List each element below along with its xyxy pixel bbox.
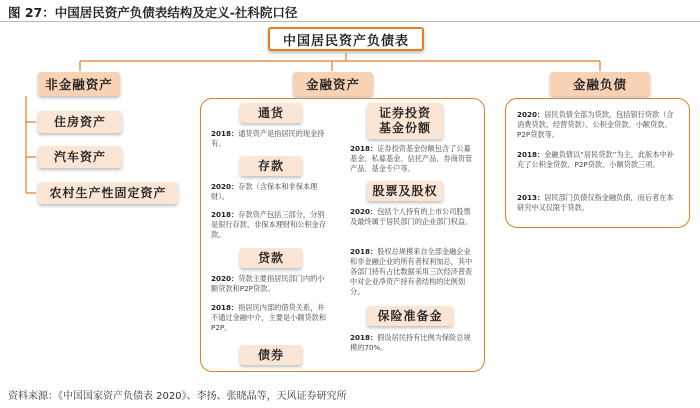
- securities-funds-note-2018: 2018：证券投资基金份额包含了公募基金、私募基金、信托产品、券商资管产品、基金专户等。: [350, 144, 473, 173]
- vehicle-assets-node: 汽车资产: [38, 146, 122, 168]
- liabilities-note-2013: 2013：居民部门负债仅指金融负债，而后者在本研究中又仅限于贷款。: [517, 193, 674, 212]
- liabilities-note-2018: 2018：金融负债以“居民贷款”为主，此版本中补充了公积金贷款、P2P贷款、小额贷款三项。: [517, 150, 674, 169]
- deposits-note-2020: 2020：存款（含保本和非保本理财）。: [211, 182, 318, 201]
- title-divider: [0, 21, 700, 22]
- stocks-equity-node: 股票及股权: [367, 181, 443, 201]
- currency-node: 通货: [240, 103, 302, 123]
- housing-assets-node: 住房资产: [38, 111, 122, 133]
- securities-funds-label-line1: 证券投资: [378, 106, 431, 120]
- loans-node: 贷款: [240, 248, 302, 268]
- financial-assets-node: 金融资产: [293, 72, 373, 96]
- insurance-reserves-note-2018: 2018：假设居民持有比例为保险总规模的70%。: [350, 333, 471, 352]
- securities-funds-label-line2: 基金份额: [378, 121, 431, 135]
- stocks-equity-note-2020: 2020：包括个人持有的上市公司股票及最终属于居民部门的企业部门权益。: [350, 207, 473, 226]
- source-note: 资料来源：《中国国家资产负债表 2020》、李扬、张晓晶等，天风证券研究所: [8, 391, 347, 402]
- non-financial-assets-node: 非金融资产: [38, 72, 120, 96]
- rural-fixed-assets-node: 农村生产性固定资产: [38, 182, 178, 204]
- bonds-node: 债券: [240, 345, 302, 365]
- financial-liabilities-node: 金融负债: [550, 72, 650, 96]
- currency-note-2018: 2018：通货资产是指居民的现金持有。: [211, 129, 325, 148]
- loans-note-2018: 2018：指居民内部的借贷关系，并不通过金融中介，主要是小额贷款和P2P。: [211, 303, 327, 332]
- deposits-node: 存款: [240, 156, 302, 176]
- securities-funds-node: [367, 103, 443, 139]
- non-financial-connector: [26, 96, 36, 193]
- deposits-note-2018: 2018：存款资产包括三部分，分别是银行存款、非保本理财和公积金存款。: [211, 210, 327, 239]
- insurance-reserves-node: 保险准备金: [367, 306, 453, 326]
- root-node: 中国居民资产负债表: [268, 27, 424, 51]
- root-connector: [80, 53, 600, 71]
- liabilities-note-2020: 2020：居民负债全部为贷款，包括银行贷款（含消费贷款、经营贷款）、公积金贷款、小额贷款、P2P贷款等。: [517, 110, 674, 139]
- figure-title: 图 27：中国居民资产负债表结构及定义-社科院口径: [8, 5, 298, 20]
- stocks-equity-note-2018: 2018：股权总规模来自全部金融企业和非金融企业的所有者权利加总，其中各部门持有占比数据采用三次经济普查中对企业净资产持有者结构的比例划分。: [350, 247, 473, 296]
- loans-note-2020: 2020：贷款主要指居民部门内的小额贷款和P2P贷款。: [211, 274, 325, 293]
